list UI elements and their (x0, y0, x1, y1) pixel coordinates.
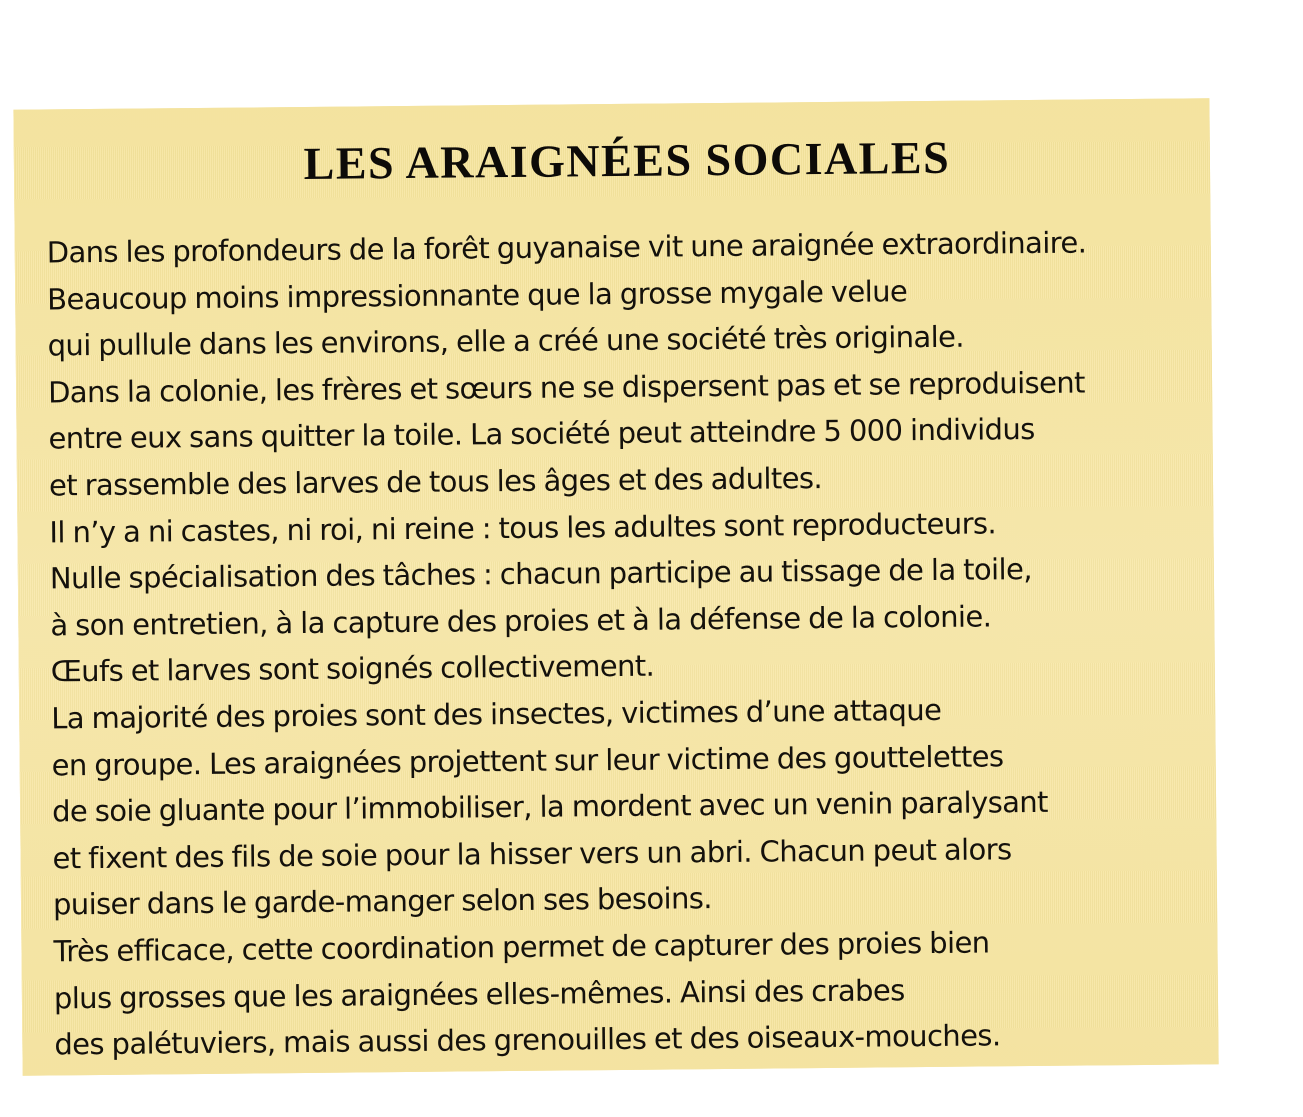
body-line: Œufs et larves sont soignés collectivement. (50, 648, 655, 689)
body-line: Dans la colonie, les frères et sœurs ne se dispersent pas et se reproduisent (47, 365, 1086, 410)
body-line: qui pullule dans les environs, elle a créé une société très originale. (47, 319, 965, 363)
body-line: Dans les profondeurs de la forêt guyanaise vit une araignée extraordinaire. (46, 225, 1087, 270)
body-line: à son entretien, à la capture des proies et à la défense de la colonie. (50, 599, 992, 643)
body-line: La majorité des proies sont des insectes, victimes d’une attaque (51, 692, 942, 736)
body-line: des palétuviers, mais aussi des grenouilles et des oiseaux-mouches. (54, 1018, 1001, 1062)
article-body (47, 218, 1205, 1068)
body-line: et fixent des fils de soie pour la hisser vers un abri. Chacun peut alors (52, 831, 1012, 876)
body-line: Nulle spécialisation des tâches : chacun participe au tissage de la toile, (49, 552, 1033, 596)
body-line: et rassemble des larves de tous les âges et des adultes. (48, 460, 823, 503)
body-line: Très efficace, cette coordination permet de capturer des proies bien (53, 925, 990, 969)
text-panel (13, 98, 1218, 1075)
body-line: de soie gluante pour l’immobiliser, la mordent avec un venin paralysant (51, 784, 1048, 829)
body-line: entre eux sans quitter la toile. La société peut atteindre 5 000 individus (48, 412, 1035, 456)
page-title: LES ARAIGNÉES SOCIALES (303, 131, 951, 189)
body-line: puiser dans le garde-manger selon ses besoins. (52, 881, 713, 922)
body-line: Il n’y a ni castes, ni roi, ni reine : tous les adultes sont reproducteurs. (49, 505, 997, 549)
body-line: plus grosses que les araignées elles-mêmes. Ainsi des crabes (53, 972, 905, 1015)
body-line: Beaucoup moins impressionnante que la grosse mygale velue (47, 273, 908, 317)
body-line: en groupe. Les araignées projettent sur leur victime des gouttelettes (51, 738, 1004, 782)
